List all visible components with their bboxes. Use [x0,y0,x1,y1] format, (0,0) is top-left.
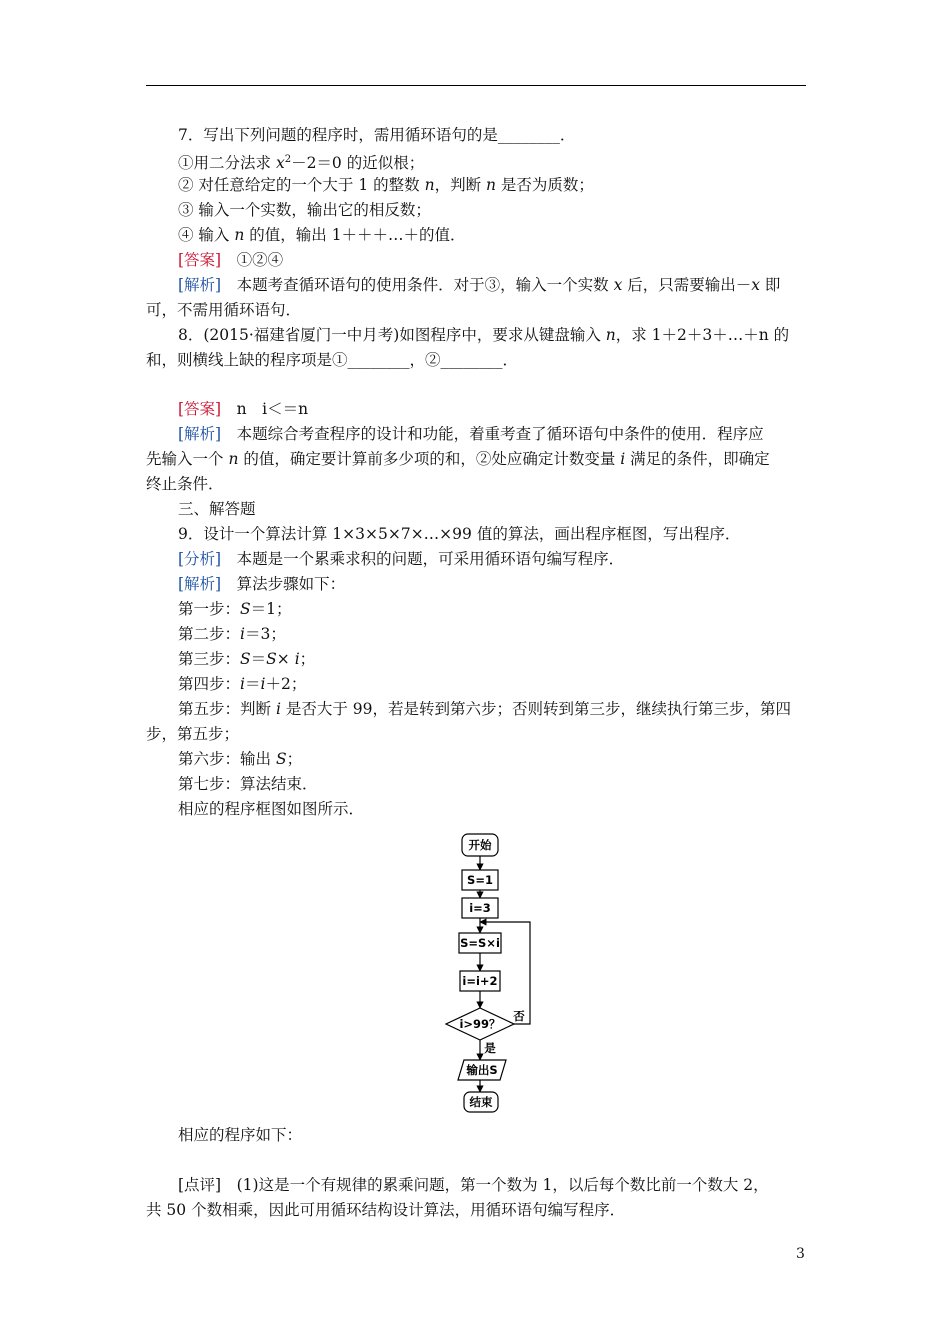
q9-flow-intro: 相应的程序框图如图所示． [178,800,365,818]
q9-step-6: 第六步：输出 S； [178,750,303,768]
q7-item-2: ② 对任意给定的一个大于 1 的整数 n，判断 n 是否为质数； [178,176,594,194]
q9-jiexi: [解析] 算法步骤如下： [178,575,346,593]
flow-condition-label: i>99？ [459,1017,501,1031]
q9-step-4: 第四步：i＝i＋2； [178,675,307,693]
flow-init-s-label: S=1 [467,873,493,887]
flow-no-label: 否 [513,1009,525,1023]
q9-fenxi: [分析] 本题是一个累乘求积的问题，可采用循环语句编写程序． [178,550,625,568]
q7-analysis-line-2: 可，不需用循环语句． [146,301,302,319]
q8-analysis-line-3: 终止条件． [146,475,224,493]
q7-analysis-line-1: [解析] 本题考查循环语句的使用条件．对于③，输入一个实数 x 后，只需要输出－x 即 [178,276,781,294]
q8-stem-line-2: 和，则横线上缺的程序项是①________，②________． [146,351,519,369]
q7-item-3: ③ 输入一个实数，输出它的相反数； [178,201,431,219]
header-rule [146,85,806,86]
q9-step-7: 第七步：算法结束． [178,775,318,793]
flow-increment-label: i=i+2 [462,974,498,988]
q9-step-1: 第一步：S＝1； [178,600,292,618]
analysis-tag: [解析] [178,425,222,443]
q9-dianping-line-1: [点评] (1)这是一个有规律的累乘问题，第一个数为 1，以后每个数比前一个数大 2， [178,1176,769,1194]
q9-step-3: 第三步：S＝S× i； [178,650,316,668]
page-number: 3 [796,1246,805,1262]
q9-step-2: 第二步：i＝3； [178,625,286,643]
q9-stem: 9．设计一个算法计算 1×3×5×7×…×99 值的算法，画出程序框图，写出程序． [178,525,741,543]
flow-init-i-label: i=3 [469,901,491,915]
q7-stem: 7．写出下列问题的程序时，需用循环语句的是________． [178,126,576,144]
analysis-tag: [解析] [178,276,222,294]
q9-step-5: 第五步：判断 i 是否大于 99，若是转到第六步；否则转到第三步，继续执行第三步，第四 [178,700,791,718]
flow-yes-label: 是 [484,1041,496,1055]
q9-dianping-line-2: 共 50 个数相乘，因此可用循环结构设计算法，用循环语句编写程序． [146,1201,626,1219]
flow-start-label: 开始 [468,838,492,852]
answer-tag: [答案] [178,251,222,269]
q9-step-5-cont: 步，第五步； [146,725,240,743]
q7-answer: [答案] ①②④ [178,251,284,269]
flowchart [440,828,550,1118]
flow-output-label: 输出S [466,1063,498,1077]
q8-analysis-line-2: 先输入一个 n 的值，确定要计算前多少项的和，②处应确定计数变量 i 满足的条件，即确定 [146,450,770,468]
fenxi-tag: [分析] [178,550,222,568]
answer-tag: [答案] [178,400,222,418]
section-title: 三、解答题 [178,500,256,518]
flow-end-label: 结束 [469,1095,493,1109]
flow-multiply-label: S=S×i [460,936,500,950]
q9-program-intro: 相应的程序如下： [178,1126,303,1144]
analysis-tag: [解析] [178,575,222,593]
q7-item-4: ④ 输入 n 的值，输出 1＋＋＋…＋的值． [178,226,466,244]
q8-stem-line-1: 8．(2015·福建省厦门一中月考)如图程序中，要求从键盘输入 n，求 1＋2＋3＋…＋n 的 [178,326,790,344]
q8-analysis-line-1: [解析] 本题综合考查程序的设计和功能，着重考查了循环语句中条件的使用．程序应 [178,425,764,443]
q7-item-1: ①用二分法求 $x^2-2=0$ 的近似根； [178,154,425,173]
dianping-tag: [点评] [178,1176,222,1194]
q8-answer: [答案] n i＜＝n [178,400,309,418]
